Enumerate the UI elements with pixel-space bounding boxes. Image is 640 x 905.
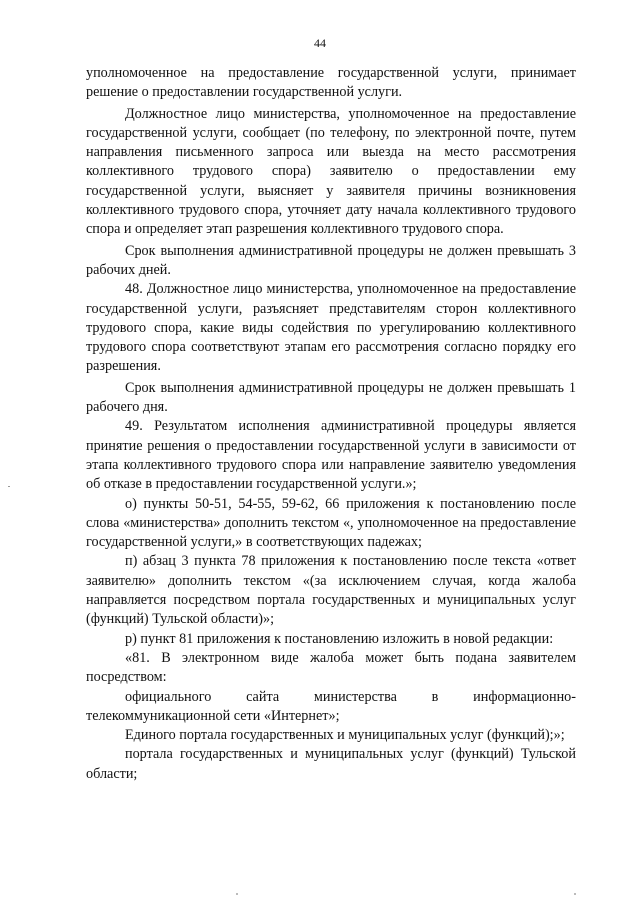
paragraph: портала государственных и муниципальных услуг (функций) Тульской области; (86, 746, 576, 782)
document-body (86, 64, 576, 784)
paragraph: 48. Должностное лицо министерства, уполномоченное на предоставление государственной услуги, разъясняет представителям сторон коллективного трудового спора, какие виды содействия по урегулированию коллективного трудового спора соответствуют этапам его рассмотрения согласно порядку его разрешения. (86, 281, 576, 375)
paragraph: уполномоченное на предоставление государственной услуги, принимает решение о предоставлении государственной услуги. (86, 65, 576, 101)
paragraph: Единого портала государственных и муниципальных услуг (функций);»; (125, 727, 565, 744)
page-number: 44 (314, 36, 326, 50)
paragraph: официального сайта министерства в информационно-телекоммуникационной сети «Интернет»; (86, 688, 576, 724)
paragraph: 49. Результатом исполнения административной процедуры является принятие решения о предоставлении государственной услуги в зависимости от этапа коллективного трудового спора или направление заявителю уведомления об отказе в предоставлении государственной услуги.»; (86, 418, 576, 493)
scan-speck (236, 893, 238, 895)
paragraph: Должностное лицо министерства, уполномоченное на предоставление государственной услуги, сообщает (по телефону, по электронной почте, путем направления письменного запроса или выезда на место рассмотрения коллективного трудового спора) заявителю о предоставлении ему государственной услуги, выясняет у заявителя причины возникновения коллективного трудового спора, уточняет дату начала коллективного трудового спора и определяет этап разрешения коллективного трудового спора. (86, 105, 576, 238)
paragraph: п) абзац 3 пункта 78 приложения к постановлению после текста «ответ заявителю» дополнить текстом «(за исключением случая, когда жалоба направляется посредством портала государственных и муниципальных услуг (функций) Тульской области)»; (86, 553, 576, 628)
scan-speck (574, 893, 576, 895)
paragraph: «81. В электронном виде жалоба может быть подана заявителем посредством: (86, 649, 576, 686)
paragraph: Срок выполнения административной процедуры не должен превышать 3 рабочих дней. (86, 242, 576, 278)
scan-speck (8, 486, 10, 487)
paragraph: о) пункты 50-51, 54-55, 59-62, 66 приложения к постановлению после слова «министерства» дополнить текстом «, уполномоченное на предоставление государственной услуги,» в соответствующих падежах; (86, 495, 576, 551)
paragraph: р) пункт 81 приложения к постановлению изложить в новой редакции: (125, 630, 554, 647)
paragraph: Срок выполнения административной процедуры не должен превышать 1 рабочего дня. (86, 379, 576, 416)
